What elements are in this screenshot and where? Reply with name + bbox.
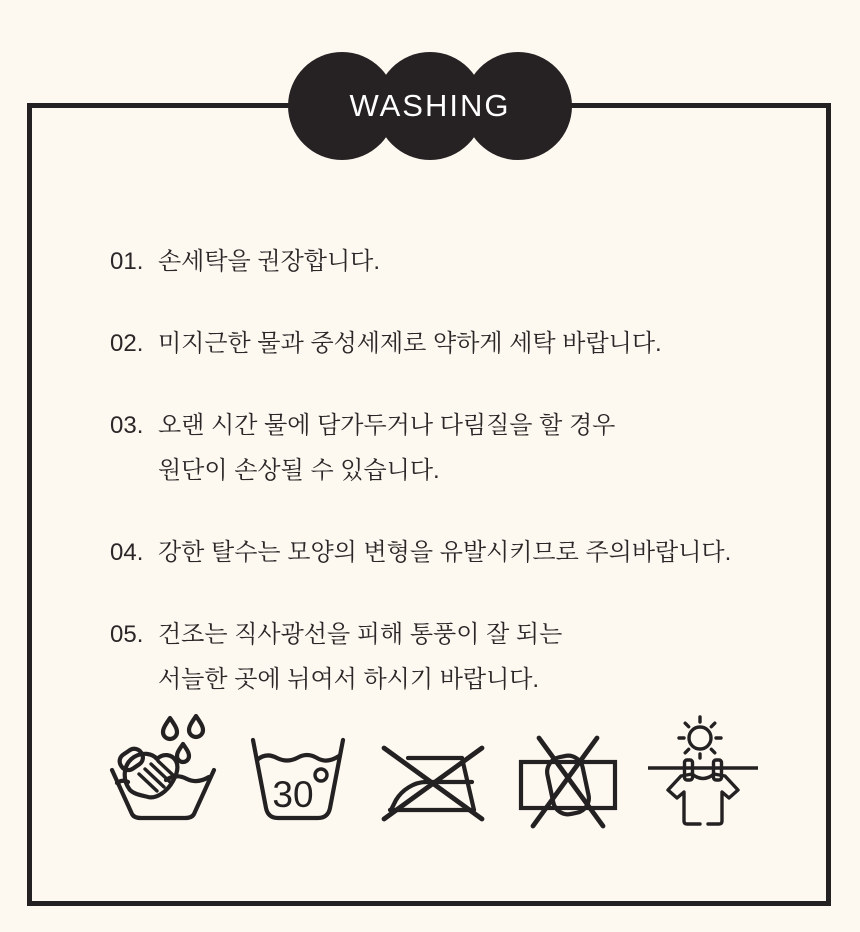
content-frame <box>27 103 831 906</box>
item-number: 01. <box>110 248 144 275</box>
sun-icon <box>689 727 711 749</box>
do-not-iron-icon <box>378 706 488 832</box>
instruction-item-01 <box>110 239 786 284</box>
degree-symbol <box>315 769 327 781</box>
item-number: 04. <box>110 539 144 566</box>
item-text: 오랜 시간 물에 담가두거나 다림질을 할 경우 원단이 손상될 수 있습니다. <box>158 412 616 484</box>
care-icons-row <box>108 706 758 832</box>
instruction-item-02 <box>110 321 786 366</box>
item-text: 손세탁을 권장합니다. <box>158 248 380 275</box>
do-not-wring-icon <box>513 706 623 832</box>
wash-30-degrees-icon <box>243 706 353 832</box>
shirt-neckline <box>692 774 714 779</box>
instruction-item-04 <box>110 530 786 575</box>
line-dry-icon <box>648 706 758 832</box>
section-title: WASHING <box>349 88 511 123</box>
instruction-item-03 <box>110 403 786 493</box>
item-number: 02. <box>110 330 144 357</box>
washing-header-badge <box>288 52 572 160</box>
temperature-label: 30 <box>272 774 314 815</box>
item-number: 05. <box>110 621 144 648</box>
item-text: 강한 탈수는 모양의 변형을 유발시키므로 주의바랍니다. <box>158 539 732 566</box>
item-number: 03. <box>110 412 144 439</box>
item-text: 미지근한 물과 중성세제로 약하게 세탁 바랍니다. <box>158 330 662 357</box>
item-text: 건조는 직사광선을 피해 통풍이 잘 되는 서늘한 곳에 뉘여서 하시기 바랍니다. <box>158 621 563 693</box>
instruction-item-05 <box>110 612 786 702</box>
hand-wash-icon <box>108 706 218 832</box>
instruction-list <box>110 239 786 739</box>
